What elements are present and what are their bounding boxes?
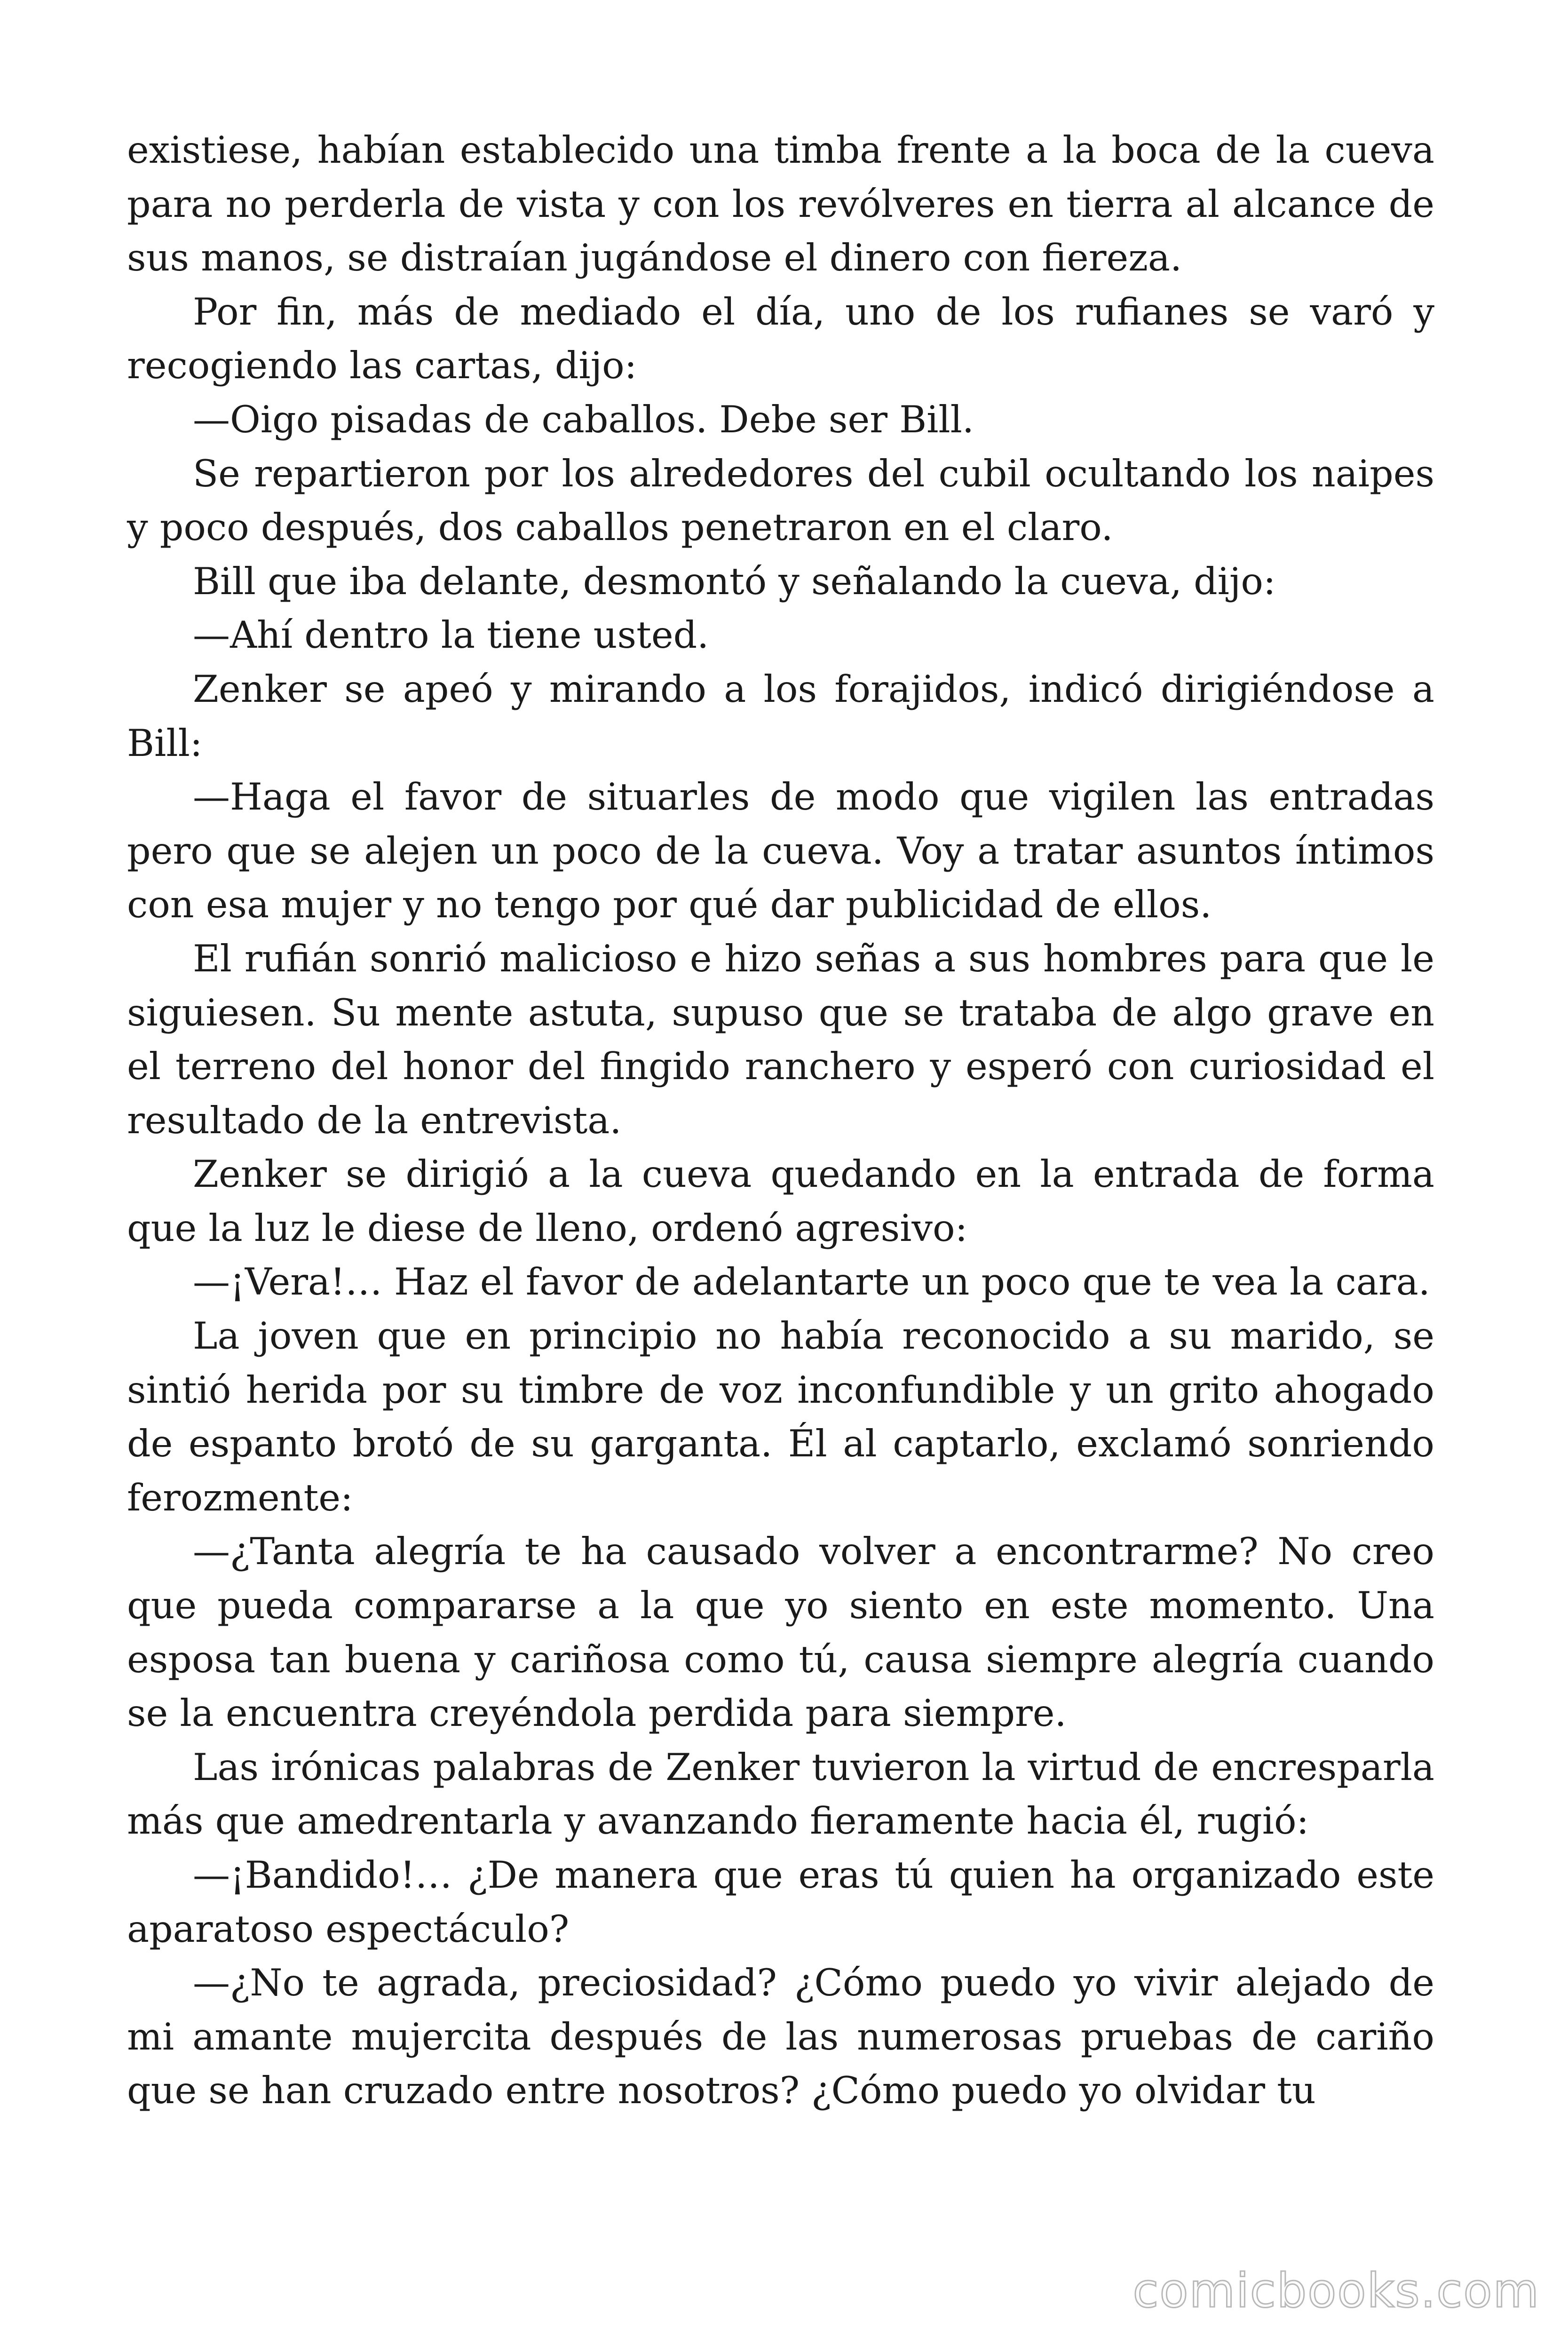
body-text [127,123,1434,2118]
paragraph-4: Se repartieron por los alrededores del cubil ocultando los naipes y poco después, dos caballos penetraron en el claro. [127,452,1434,549]
paragraph-12: La joven que en principio no había reconocido a su marido, se sintió herida por su timbre de voz inconfundible y un grito ahogado de espanto brotó de su garganta. Él al captarlo, exclamó sonriendo ferozmente: [127,1314,1434,1519]
paragraph-1: existiese, habían establecido una timba frente a la boca de la cueva para no perderla de vista y con los revólveres en tierra al alcance de sus manos, se distraían jugándose el dinero con fiereza. [127,128,1434,280]
paragraph-11: —¡Vera!… Haz el favor de adelantarte un poco que te vea la cara. [193,1260,1430,1304]
paragraph-9: El rufián sonrió malicioso e hizo señas a sus hombres para que le siguiesen. Su mente astuta, supuso que se trataba de algo grave en el terreno del honor del fingido ranchero y esperó con curiosidad el resultado de la entrevista. [127,937,1434,1142]
paragraph-10: Zenker se dirigió a la cueva quedando en la entrada de forma que la luz le diese de lleno, ordenó agresivo: [127,1152,1434,1250]
paragraph-8: —Haga el favor de situarles de modo que vigilen las entradas pero que se alejen un poco de la cueva. Voy a tratar asuntos íntimos con esa mujer y no tengo por qué dar publicidad de ellos. [127,775,1434,927]
paragraph-13: —¿Tanta alegría te ha causado volver a encontrarme? No creo que pueda compararse a la que yo siento en este momento. Una esposa tan buena y cariñosa como tú, causa siempre alegría cuando se la encuentra creyéndola perdida para siempre. [127,1530,1434,1735]
paragraph-2: Por fin, más de mediado el día, uno de los rufianes se varó y recogiendo las cartas, dijo: [127,290,1434,388]
paragraph-15: —¡Bandido!… ¿De manera que eras tú quien ha organizado este aparatoso espectáculo? [127,1853,1434,1951]
paragraph-3: —Oigo pisadas de caballos. Debe ser Bill. [193,397,974,441]
watermark: comicbooks.com [1132,2263,1540,2318]
paragraph-16: —¿No te agrada, preciosidad? ¿Cómo puedo yo vivir alejado de mi amante mujercita después de las numerosas pruebas de cariño que se han cruzado entre nosotros? ¿Cómo puedo yo olvidar tu [127,1961,1434,2113]
paragraph-14: Las irónicas palabras de Zenker tuvieron la virtud de encresparla más que amedrentarla y avanzando fieramente hacia él, rugió: [127,1745,1434,1843]
paragraph-6: —Ahí dentro la tiene usted. [193,613,709,657]
paragraph-5: Bill que iba delante, desmontó y señalando la cueva, dijo: [193,559,1276,603]
paragraph-7: Zenker se apeó y mirando a los forajidos, indicó dirigiéndose a Bill: [127,667,1434,765]
